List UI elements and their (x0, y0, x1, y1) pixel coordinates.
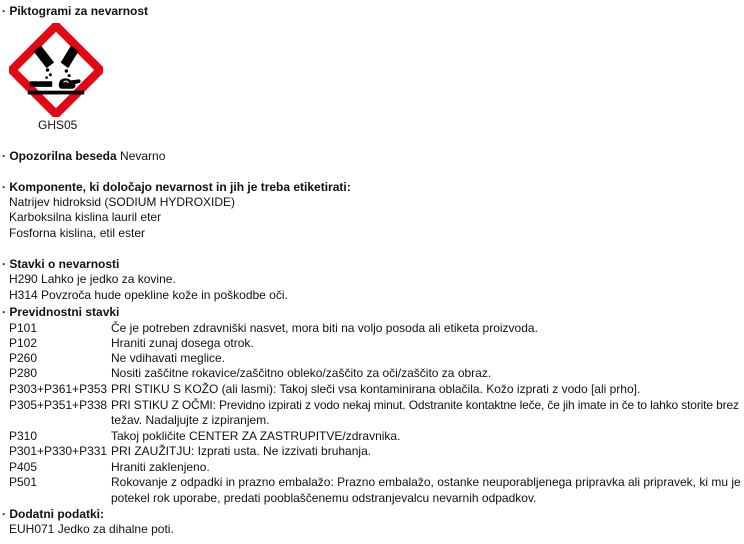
precautionary-statements-heading: · Previdnostni stavki (2, 305, 120, 319)
signal-word-value: Nevarno (120, 149, 166, 163)
p-code: P101 (9, 321, 38, 335)
p-code: P501 (9, 475, 38, 489)
p-text: PRI STIKU S KOŽO (ali lasmi): Takoj sleči vsa kontaminirana oblačila. Kožo izprati z vodo [ali prho]. (111, 382, 641, 396)
p-code: P102 (9, 336, 38, 350)
p-code: P301+P330+P331 (9, 444, 108, 458)
component-item: Karboksilna kislina lauril eter (9, 210, 162, 224)
hazard-statements-heading: · Stavki o nevarnosti (2, 257, 120, 271)
signal-word-label: · Opozorilna beseda (2, 149, 117, 163)
component-item: Fosforna kislina, etil ester (9, 226, 146, 240)
corrosion-icon (9, 23, 103, 117)
p-text: Ne vdihavati meglice. (111, 351, 226, 365)
p-text: PRI ZAUŽITJU: Izprati usta. Ne izzivati bruhanja. (111, 444, 372, 458)
components-heading: · Komponente, ki določajo nevarnost in jih je treba etiketirati: (2, 180, 351, 194)
p-text: Rokovanje z odpadki in prazno embalažo: Prazno embalažo, ostanke neuporabljenega pripravka ali pripravek, ki mu je (111, 475, 741, 489)
hazard-statement: H290 Lahko je jedko za kovine. (9, 272, 176, 286)
p-code: P280 (9, 366, 38, 380)
p-text: Takoj pokličite CENTER ZA ZASTRUPITVE/zdravnika. (111, 429, 401, 443)
pictograms-heading: · Piktogrami za nevarnost (2, 4, 149, 18)
p-code: P310 (9, 429, 38, 443)
additional-info-heading: · Dodatni podatki: (2, 507, 104, 521)
p-text: Nositi zaščitne rokavice/zaščitno obleko/zaščito za oči/zaščito za obraz. (111, 366, 492, 380)
p-text: Če je potreben zdravniški nasvet, mora biti na voljo posoda ali etiketa proizvoda. (111, 321, 538, 335)
p-code: P405 (9, 460, 38, 474)
p-code: P303+P361+P353 (9, 382, 108, 396)
p-text: Hraniti zunaj dosega otrok. (111, 336, 254, 350)
pictogram-code: GHS05 (38, 118, 78, 132)
p-code: P260 (9, 351, 38, 365)
component-item: Natrijev hidroksid (SODIUM HYDROXIDE) (9, 195, 236, 209)
additional-info-text: EUH071 Jedko za dihalne poti. (9, 522, 174, 536)
p-text-continued: težav. Nadaljujte z izpiranjem. (111, 413, 270, 427)
signal-word-row (2, 149, 165, 163)
hazard-statement: H314 Povzroča hude opekline kože in poškodbe oči. (9, 288, 288, 302)
p-code: P305+P351+P338 (9, 398, 108, 412)
p-text-continued: potekel rok uporabe, predati pooblaščenemu odstranjevalcu nevarnih odpadkov. (111, 491, 537, 505)
p-text: PRI STIKU Z OČMI: Previdno izpirati z vodo nekaj minut. Odstranite kontaktne leče, če jih imate in če to lahko storite brez (111, 398, 739, 412)
p-text: Hraniti zaklenjeno. (111, 460, 210, 474)
